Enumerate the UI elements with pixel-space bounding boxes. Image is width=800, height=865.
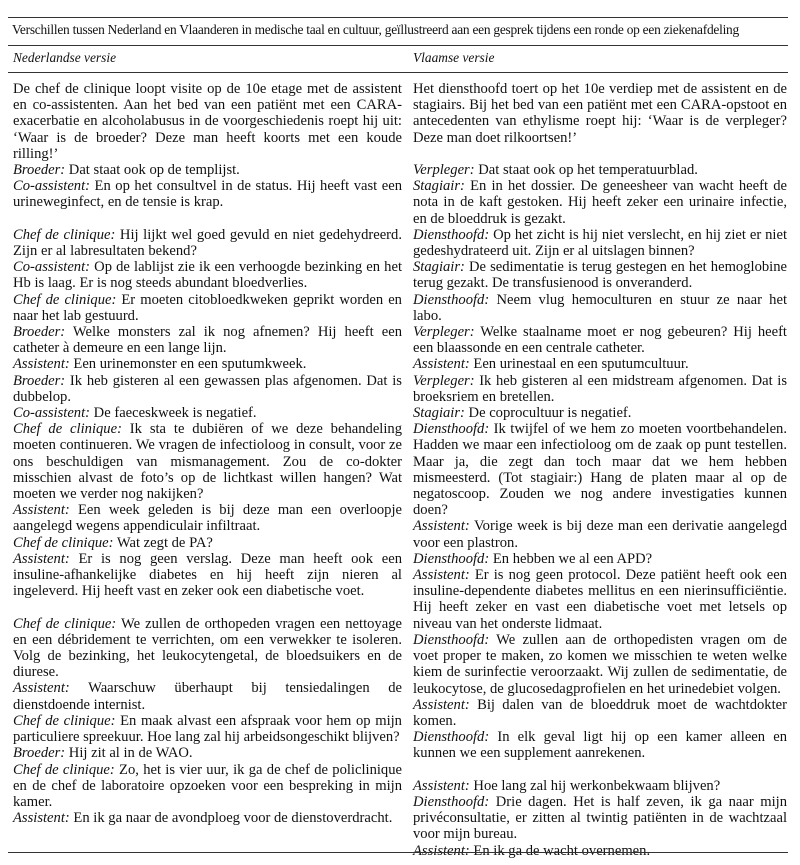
speaker-label: Stagiair: [413,405,465,422]
dialogue-text: We zullen aan de orthopedisten vragen om de voet proper te maken, zo komen we misschien te weten welke kiem de surinfectie veroorzaakt. Wij zullen de sedimentatie, de leukocytose, de glucosedagprofielen en het urinedebiet volgen. [413,631,787,697]
speaker-label: Assistent: [413,567,470,584]
dialogue-text: En hebben we al een APD? [489,550,653,567]
dialogue-text: We zullen de orthopeden vragen een nettoyage en een débridement te verrichten, om een verwekker te isoleren. Volg de bezinking, het leukocytengetal, de bloedsuikers en de diurese. [13,615,402,681]
dialogue-text: Het diensthoofd toert op het 10e verdiep met de assistent en de stagiairs. Bij het bed van een patiënt met een CARA-opstoot en antecedenten van ethylisme roept hij: ‘Waar is de verpleger? Deze man doet rilkoortsen!’ [413,81,787,146]
speaker-label: Diensthoofd: [413,291,490,308]
dialogue-text: De chef de clinique loopt visite op de 10e etage met de assistent en co-assistenten. Aan het bed van een patiënt met een CARA-exacerbatie en alcoholabusus in de voorgeschiedenis roept hij uit: ‘Waar is de broeder? Deze man heeft koorts met een koude rilling!’ [13,81,402,162]
dialogue-line [413,324,787,356]
dialogue-line [413,227,787,259]
speaker-label: Chef de clinique: [13,421,122,438]
dialogue-text: En ik ga naar de avondploeg voor de dienstoverdracht. [69,810,393,827]
dialogue-text: Vorige week is bij deze man een derivatie aangelegd voor een plastron. [413,518,787,551]
dialogue-text: Er moeten citobloedkweken geprikt worden en naar het lab gestuurd. [13,291,402,324]
dialogue-text: Hij lijkt wel goed gevuld en niet gedehydreerd. Zijn er al labresultaten bekend? [13,226,402,260]
dialogue-text: En maak alvast een afspraak voor hem op mijn particuliere spreekuur. Hoe lang zal hij arbeidsongeschikt blijven? [13,712,402,746]
dialogue-text: Op de lablijst zie ik een verhoogde bezinking en het Hb is laag. Er is nog steeds abundant bloedverlies. [13,259,402,292]
dialogue-text: Ik heb gisteren al een gewassen plas afgenomen. Dat is dubbelop. [13,372,402,405]
title-rule [8,45,788,46]
dutch-version-column [13,81,402,826]
dialogue-line [413,729,787,761]
speaker-label: Stagiair: [413,178,465,195]
dialogue-line [13,162,402,178]
dialogue-text: Waarschuw überhaupt bij tensiedalingen de dienstdoende internist. [13,680,402,713]
speaker-label: Verpleger: [413,372,475,389]
dialogue-text: Welke staalname moet er nog gebeuren? Hij heeft een blaassonde en een centrale catheter. [413,324,787,357]
speaker-label: Broeder: [13,745,66,762]
speaker-label: Broeder: [13,372,66,389]
speaker-label: Diensthoofd: [413,550,490,567]
dialogue-line [13,713,402,745]
dialogue-line [13,292,402,324]
dialogue-text: En ik ga de wacht overnemen. [469,842,651,859]
speaker-label: Broeder: [13,324,66,341]
dialogue-line [413,843,787,859]
dialogue-line [413,405,787,421]
dialogue-line [413,518,787,550]
dialogue-line [13,373,402,405]
dialogue-text: De coprocultuur is negatief. [464,405,632,422]
dialogue-text: Er is nog geen protocol. Deze patiënt heeft ook een insuline-dependente diabetes mellitus en een nierinsufficiëntie. Hij heeft zeker en vast een diabetische voet met letsels op niveau van het onderste lidmaat. [413,567,787,632]
dialogue-text: Ik heb gisteren al een midstream afgenomen. Dat is broeksriem en bretellen. [413,372,787,405]
dialogue-text: Hoe lang zal hij werkonbekwaam blijven? [469,777,721,794]
top-rule [8,17,788,18]
dialogue-text: Wat zegt de PA? [113,534,213,551]
speaker-label: Chef de clinique: [13,226,116,243]
dialogue-text: Welke monsters zal ik nog afnemen? Hij heeft een catheter à demeure en een lange lijn. [13,324,402,357]
dialogue-line [13,259,402,291]
speaker-label: Verpleger: [413,324,475,341]
speaker-label: Assistent: [413,842,470,859]
speaker-label: Chef de clinique: [13,615,117,632]
speaker-label: Assistent: [13,502,70,519]
dialogue-line [413,178,787,227]
dialogue-text: En in het dossier. De geneesheer van wacht heeft de nota in de kaft gestoken. Hij heeft zeker een urinaire infectie, en de bloeddruk is gezakt. [413,178,787,227]
column-heading-flemish: Vlaamse versie [413,50,495,65]
speaker-label: Diensthoofd: [413,729,490,746]
dialogue-text: Bij dalen van de bloeddruk moet de wachtdokter komen. [413,696,787,729]
dialogue-line [13,745,402,761]
dialogue-line [13,421,402,502]
dialogue-text: En op het consultvel in de status. Hij heeft vast een urineweginfect, en de tensie is krap. [13,178,402,211]
dialogue-line [413,567,787,632]
speaker-label: Assistent: [13,810,70,827]
dialogue-line [413,292,787,324]
dialogue-line [13,356,402,372]
bottom-rule [8,852,788,853]
dialogue-line [413,259,787,291]
dialogue-text: Drie dagen. Het is half zeven, ik ga naar mijn privéconsultatie, er zitten al twintig patiënten in de wachtzaal voor mijn bureau. [413,793,787,843]
dialogue-text: Ik twijfel of we hem zo moeten voortbehandelen. Hadden we maar een infectioloog om de zaak op punt testellen. Maar ja, die zegt dan toch maar dat we hem hebben mismeesterd. (Tot stagiair:) Hang de platen maar al op de negatoscoop. Zouden we nog andere investigaties kunnen doen? [413,421,787,519]
speaker-label: Diensthoofd: [413,631,490,648]
speaker-label: Assistent: [13,356,70,373]
dialogue-text: Op het zicht is hij niet verslecht, en hij ziet er niet gedeshydrateerd uit. Zijn er al uitslagen binnen? [413,226,787,260]
dialogue-line [13,680,402,712]
dialogue-text: In elk geval ligt hij op een kamer alleen en kunnen we een supplement aanrekenen. [413,729,787,762]
speaker-label: Assistent: [413,356,470,373]
speaker-label: Assistent: [13,680,70,697]
dialogue-line [413,778,787,794]
dialogue-text: Hij zit al in de WAO. [65,745,193,762]
dialogue-line [413,794,787,843]
flemish-version-column [413,81,787,859]
speaker-label: Diensthoofd: [413,793,490,810]
header-rule [8,72,788,73]
dialogue-line [13,762,402,811]
speaker-label: Co-assistent: [13,259,91,276]
dialogue-line [413,632,787,697]
dialogue-text: Zo, het is vier uur, ik ga de chef de policlinique en de chef de laboratoire opzoeken voor een bespreking in mijn kamer. [13,761,402,810]
speaker-label: Chef de clinique: [13,761,115,778]
dialogue-text: Er is nog geen verslag. Deze man heeft ook een insuline-afhankelijke diabetes en hij heeft zijn nieren al ingeleverd. Hij heeft vast en zeker ook een diabetische voet. [13,550,402,600]
dialogue-text: De faeceskweek is negatief. [90,405,257,422]
speaker-label: Diensthoofd: [413,421,490,438]
dialogue-line [413,551,787,567]
speaker-label: Chef de clinique: [13,712,116,729]
speaker-label: Chef de clinique: [13,534,114,551]
dialogue-text: Een week geleden is bij deze man een overloopje aangelegd wegens appendiculair infiltraat. [13,502,402,535]
dialogue-text: Dat staat ook op de templijst. [65,162,240,179]
dialogue-line [413,697,787,729]
dialogue-text: Neem vlug hemoculturen en stuur ze naar het labo. [413,291,787,324]
dialogue-line [13,227,402,259]
speaker-label: Chef de clinique: [13,291,117,308]
dialogue-text: Een urinestaal en een sputumcultuur. [469,356,689,373]
dialogue-line [13,551,402,600]
dialogue-line [413,162,787,178]
dialogue-line [13,616,402,681]
dialogue-line [13,324,402,356]
intro-paragraph [13,81,402,162]
speaker-label: Diensthoofd: [413,226,490,243]
speaker-label: Assistent: [413,518,470,535]
speaker-label: Co-assistent: [13,405,91,422]
dialogue-line [13,178,402,210]
speaker-label: Assistent: [413,696,470,713]
dialogue-line [13,810,402,826]
table-title: Verschillen tussen Nederland en Vlaanderen in medische taal en cultuur, geïllustreerd aan een gesprek tijdens een ronde op een ziekenafdeling [12,22,739,37]
dialogue-text: De sedimentatie is terug gestegen en het hemoglobine terug gezakt. De transfusienood is onveranderd. [413,259,787,292]
speaker-label: Assistent: [13,550,70,567]
dialogue-text: Ik sta te dubiëren of we deze behandeling moeten continueren. We vragen de infectioloog in consult, voor ze ons beschuldigen van mismanagement. Zou de co-dokter misschien alvast de foto’s op de lichtkast willen hangen? Wat moeten we verder nog nakijken? [13,421,402,503]
speaker-label: Verpleger: [413,162,475,178]
intro-paragraph [413,81,787,146]
dialogue-text: Een urinemonster en een sputumkweek. [69,356,307,373]
speaker-label: Co-assistent: [13,178,91,195]
dialogue-line [413,373,787,405]
speaker-label: Stagiair: [413,259,465,276]
dialogue-line [413,421,787,518]
dialogue-line [13,502,402,534]
dialogue-line [13,535,402,551]
column-heading-dutch: Nederlandse versie [13,50,117,65]
speaker-label: Broeder: [13,162,66,179]
dialogue-line [413,356,787,372]
dialogue-text: Dat staat ook op het temperatuurblad. [474,162,698,178]
speaker-label: Assistent: [413,777,470,794]
dialogue-line [13,405,402,421]
